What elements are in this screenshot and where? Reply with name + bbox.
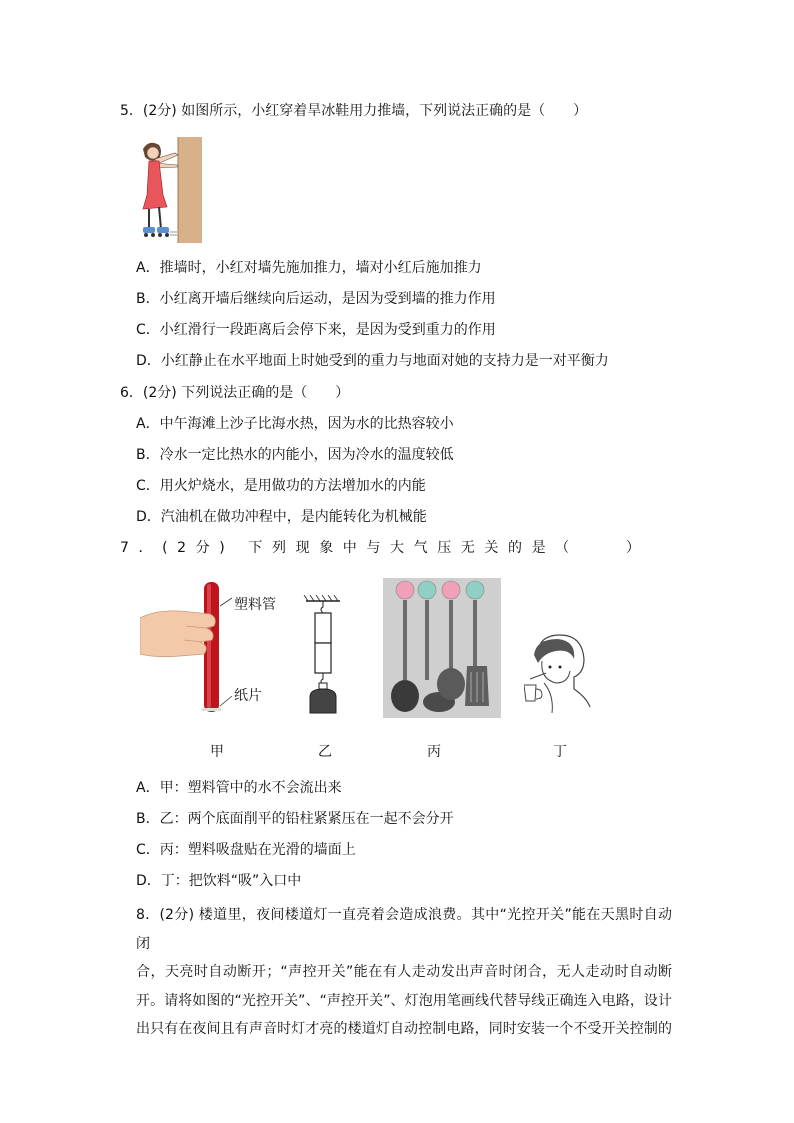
question-6-option-d[interactable]: D．汽油机在做功冲程中，是内能转化为机械能	[136, 509, 427, 525]
question-7-stem: 7．(2分) 下列现象中与大气压无关的是（ ）	[120, 540, 650, 556]
wall-shape	[178, 137, 202, 243]
question-6-option-a[interactable]: A．中午海滩上沙子比海水热，因为水的比热容较小	[136, 416, 454, 432]
question-8-line: 出只有在夜间且有声音时灯才亮的楼道灯自动控制电路，同时安装一个不受开关控制的	[136, 1021, 672, 1037]
question-6-stem: 6．(2分) 下列说法正确的是（ ）	[120, 385, 350, 401]
question-7-option-b[interactable]: B．乙：两个底面削平的铅柱紧紧压在一起不会分开	[136, 811, 454, 827]
figure-label-plastic-tube: 塑料管	[234, 597, 276, 613]
tube-with-paper-illustration	[140, 578, 240, 716]
caption-bing: 丙	[427, 744, 441, 760]
weight-shape	[310, 689, 336, 713]
figure-label-paper: 纸片	[234, 688, 262, 704]
caption-yi: 乙	[318, 744, 332, 760]
question-5-option-d[interactable]: D．小红静止在水平地面上时她受到的重力与地面对她的支持力是一对平衡力	[136, 353, 609, 369]
lead-cylinders-illustration	[300, 595, 346, 715]
question-5-option-a[interactable]: A．推墙时，小红对墙先施加推力，墙对小红后施加推力	[136, 260, 482, 276]
question-8-line: 开。请将如图的“光控开关”、“声控开关”、灯泡用笔画线代替导线正确连入电路，设计	[136, 992, 672, 1009]
question-7-option-a[interactable]: A．甲：塑料管中的水不会流出来	[136, 780, 342, 796]
person-drinking-illustration	[524, 633, 592, 713]
cup-shape	[524, 685, 536, 701]
suction-cup-hooks-photo	[383, 578, 501, 718]
question-8-line: 合，天亮时自动断开；“声控开关”能在有人走动发出声音时闭合，无人走动时自动断	[136, 964, 672, 980]
caption-jia: 甲	[210, 744, 224, 760]
question-8-line: 8．(2分) 楼道里，夜间楼道灯一直亮着会造成浪费。其中“光控开关”能在天黑时自动闭	[136, 907, 672, 952]
upper-lead-cylinder	[315, 613, 331, 643]
girl-pushing-wall-illustration	[137, 137, 203, 243]
caption-ding: 丁	[553, 744, 567, 760]
question-7-option-d[interactable]: D．丁：把饮料“吸”入口中	[136, 873, 302, 889]
question-5-option-b[interactable]: B．小红离开墙后继续向后运动，是因为受到墙的推力作用	[136, 291, 496, 307]
spoon-shape	[437, 668, 465, 700]
paper-card-shape	[202, 708, 221, 711]
question-5-option-c[interactable]: C．小红滑行一段距离后会停下来，是因为受到重力的作用	[136, 322, 496, 338]
question-6-option-c[interactable]: C．用火炉烧水，是用做功的方法增加水的内能	[136, 478, 426, 494]
question-7-option-c[interactable]: C．丙：塑料吸盘贴在光滑的墙面上	[136, 842, 356, 858]
question-8-text	[136, 901, 672, 1044]
question-5-stem: 5．(2分) 如图所示，小红穿着旱冰鞋用力推墙，下列说法正确的是（ ）	[120, 103, 588, 119]
lower-lead-cylinder	[315, 643, 331, 673]
question-6-option-b[interactable]: B．冷水一定比热水的内能小，因为冷水的温度较低	[136, 447, 454, 463]
ladle-shape	[391, 680, 419, 712]
